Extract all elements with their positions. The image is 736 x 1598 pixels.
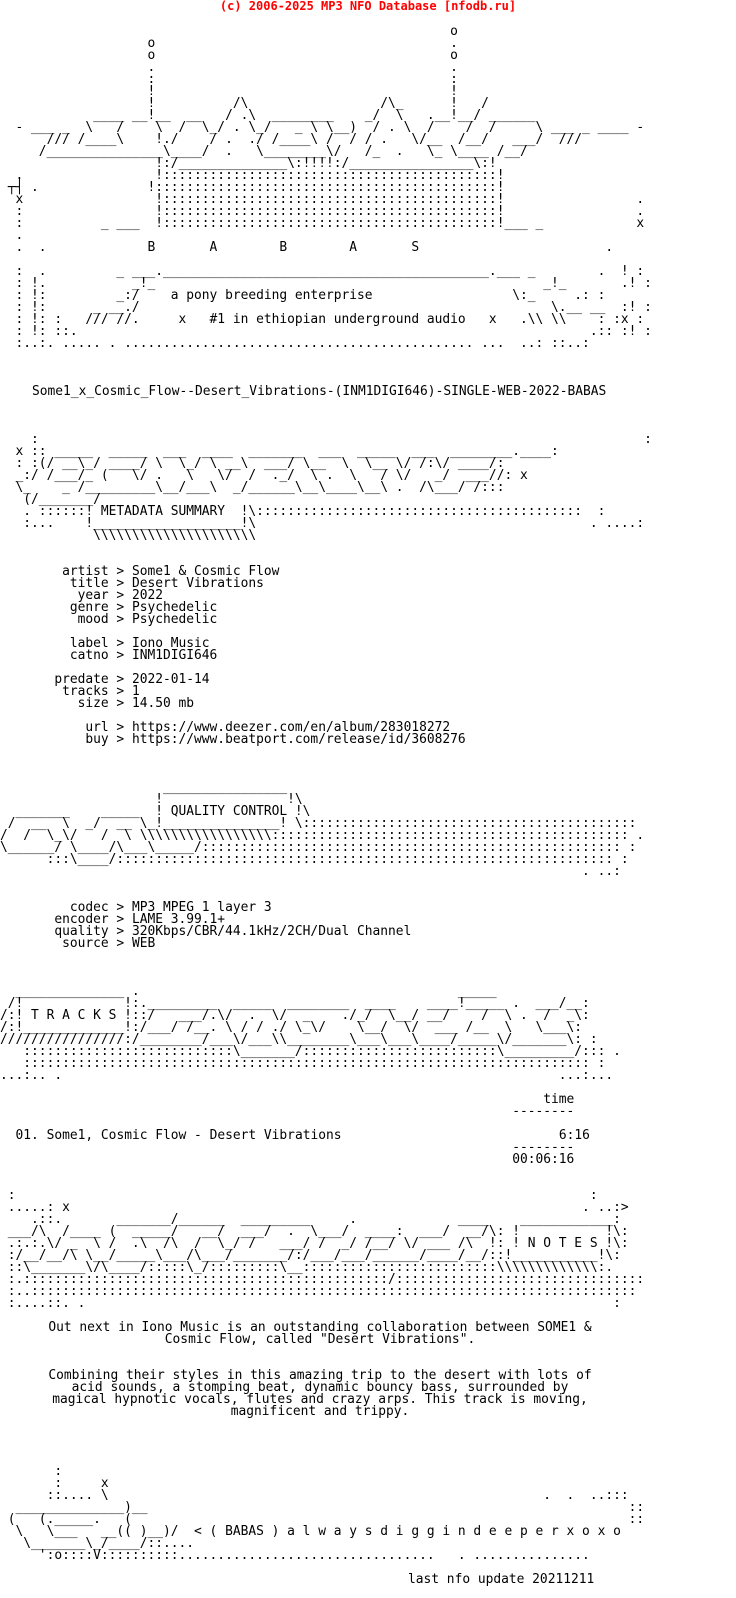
- quality-control-art: ________________ ! !\ _______ _____ ! QUALITY CONTROL !\ / __ \ _/ __ \_!_______________! \::::::::::::::::::::::::::::::::::::::::::: / / \_\/ / \ \\\\\\\\\\\\\\\\\:::::::::::::::::::::::::::::::::::::::::::::: . \______/ \____/\___\_____/:::::::::::::::::::::::::::::::::::::::::::::::::::::: : :::\____/:::::::::::::::::::::::::::::::::::::::::::::::::::::::::::::::: : . ..:: [0, 780, 645, 879]
- meta-genre: Psychedelic: [131, 600, 218, 615]
- notes-paragraph-2: Combining their styles in this amazing trip to the desert with lots of acid sounds, a stomping beat, dynamic bouncy bass, surrounded by magical hypnotic vocals, flutes and crazy arps. This track is moving, magnificent and trippy.: [48, 1368, 592, 1419]
- last-nfo-update: last nfo update 20211211: [408, 1572, 595, 1587]
- quality-source: WEB: [131, 936, 156, 951]
- track-title: Some1, Cosmic Flow - Desert Vibrations: [46, 1128, 342, 1143]
- notes-art: : : .....: x . ..:> .::. _______/______ _________ . ____ ____________: ___/\ /____ ( _____/ __/ ___/ . \___/ ____: ___/ __/\: ! !\: .:.:.\/ _ \ / .\ /\ / \_/ / ___/ / _/ /__/ \/ ___ /\ !: ! N O T E S !\: :/__/__/\ \__/_____\___/\___/_______/:/___/___/______/____/__/::!___________!\: ::\_______\/\____/:::::\_/:::::::::\__:::::::::::::::::::::::::\\\\\\\\\\\\\:. :.:::::::::::::::::::::::::::::::::::::::::::::::/:::::::::::::::::::::::::::::::: :..:::::::::::::::::::::::::::::::::::::::::::::::::::::::::::::::::::::::::::::: :....::. . :: [7, 1188, 645, 1311]
- metadata-summary-art: : : x :: _____ _____ ___ ____ _______ ___ _____ ___ ________.____: : :(/ __\_/ ____/ \ \_/ \ __\ ___/ \__ \ \__ \/ /:\/ ____/: _:/ /___/_ ( \/ . \ \/ / ._/ \ . \ / \/ _/ ___//: x \_ _ /_________\__/___\ _/______\__\____\__\ . /\___/ /::: (/_______/ . ::::::! METADATA SUMMARY !\:::::::::::::::::::::::::::::::::::::::::: : :... !___________________!\ . ....: \\\\\\\\\\\\\\\\\\\\\: [15, 432, 652, 543]
- meta-artist: Some1 & Cosmic Flow: [131, 564, 280, 579]
- metadata-list: artist > Some1 & Cosmic Flow title > Desert Vibrations year > 2022 genre > Psychedelic mood > Psychedelic label > Iono Music catno > INM1DIGI646 predate > 2022-01-14 tracks > 1 size > 14.50 mb url > https://www.deezer.com/en/album/283018272 buy > https://www.beatport.com/release/id/3608276: [0, 564, 466, 747]
- track-time: 6:16: [558, 1128, 590, 1143]
- notes-paragraph-1: Out next in Iono Music is an outstanding collaboration between SOME1 & Cosmic Flow, called "Desert Vibrations".: [48, 1320, 592, 1347]
- tracks-table: time -------- 01. Some1, Cosmic Flow - Desert Vibrations 6:16 -------- 00:06:16: [15, 1092, 590, 1167]
- meta-title: Desert Vibrations: [131, 576, 264, 591]
- tracks-art: ______________ . _____ /! !:._________ _____ ________ ____ ____!_____ . ___/__: /:! T R A C K S !::/ ___/.\/ . \/ _ ./_/ \__/ __/ / \ . / _\: /:!_____________!:/___/ /__. \ / / ./ \_\/ \__/ \/ ___ /__ \ \___\: ////////////////:/________/___\/___\\________\___\___\____/_____\/_______\: : :::::::::::::::::::::::::::\_______/:::::::::::::::::::::::::\_________/::: . ::::::::::::::::::::::::::::::::::::::::::::::::::::::::::::::::::::::::: : ...:.. . ...:...: [0, 984, 621, 1083]
- quality-quality: 320Kbps/CBR/44.1kHz/2CH/Dual Channel: [131, 924, 412, 939]
- meta-url-link[interactable]: https://www.deezer.com/en/album/283018272: [131, 720, 451, 735]
- babas-footer-art: : : x ::.... \ . . ..::: ______________)__ :: ( (._____. ( :: \ \___ __(( )__)/ < ( BABAS ) a l w a y s d i g g i n d e e p e r x o x o \_______\_/____/::.... ':o::::V::::::::::................................. . ...............: [7, 1464, 645, 1563]
- meta-predate: 2022-01-14: [131, 672, 210, 687]
- release-name: Some1_x_Cosmic_Flow--Desert_Vibrations-(INM1DIGI646)-SINGLE-WEB-2022-BABAS: [32, 384, 607, 399]
- quality-encoder: LAME 3.99.1+: [131, 912, 226, 927]
- meta-buy-link[interactable]: https://www.beatport.com/release/id/3608276: [131, 732, 466, 747]
- nfo-document: [0, 14, 736, 1598]
- meta-size: 14.50 mb: [131, 696, 195, 711]
- babas-logo-art: o o . o o . . : : ! ! ! /\ /\_ ! / ____ __!__ __ / .\ ________ _/ \ .__!__/ ______ - ___ _ \ / \ / \_/ . \_/ _ \ \__) / . \ / / / \ ___ _ ____ - /// /____\ !./ / . ./ /____\ / / / . \/__ /__/ ___/ /// /_______________\____/ . \________\/ /_ . \_ \____ /__/ !:/______________\:!!!!:/________________\:! . !:::::::::::::::::::::::::::::::::::::::::::! ┬┤ . !::::::::::::::::::::::::::::::::::::::::::::! x !:::::::::::::::::::::::::::::::::::::::::::! . : !:::::::::::::::::::::::::::::::::::::::::::! . : _ ___ !:::::::::::::::::::::::::::::::::::::::::::!___ _ x . . . B A B A S .: [7, 24, 645, 255]
- meta-year: 2022: [131, 588, 163, 603]
- meta-mood: Psychedelic: [131, 612, 218, 627]
- meta-label: Iono Music: [131, 636, 210, 651]
- meta-tracks: 1: [131, 684, 140, 699]
- track-number: 01.: [15, 1128, 39, 1143]
- meta-catno: INM1DIGI646: [131, 648, 218, 663]
- time-column-header: time: [543, 1092, 575, 1107]
- pony-enterprise-art: : . _ ___.__________________________________________.___ _ . ! : : !. _!_ _!_ .! : : !: _:/ a pony breeding enterprise \:_ .: : : !: _ __./ \.__ __ :! : : !: : /// //. x #1 in ethiopian underground audio x .\\ \\ : :x : : !: ::. .:: :! : :..:. ..... . ............................................. ... ..: ::..:: [15, 264, 652, 351]
- copyright-header: (c) 2006-2025 MP3 NFO Database [nfodb.ru]: [219, 0, 517, 13]
- total-time: 00:06:16: [512, 1152, 575, 1167]
- quality-list: codec > MP3 MPEG 1 layer 3 encoder > LAME 3.99.1+ quality > 320Kbps/CBR/44.1kHz/2CH/Dual Channel source > WEB: [0, 900, 412, 951]
- quality-codec: MP3 MPEG 1 layer 3: [131, 900, 272, 915]
